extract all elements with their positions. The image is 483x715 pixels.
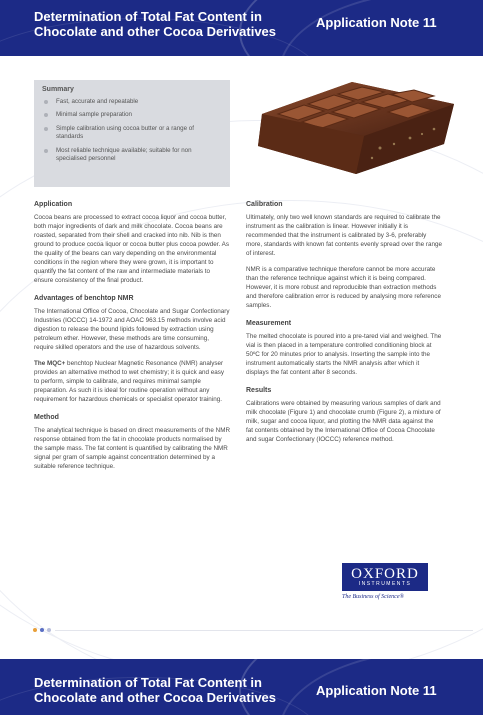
advantages-paragraph: The International Office of Cocoa, Chocolate and Sugar Confectionary Industries (IOCCC) 14-1972 and AOAC 963.15 methods involve acid digestion to release the bound lipids followed by extraction using petroleum ether. However, these methods are time consuming, require skilled operators and the use of hazardous solvents. xyxy=(34,308,230,351)
bullet-icon xyxy=(44,127,48,131)
header-title: Determination of Total Fat Content in Chocolate and other Cocoa Derivatives xyxy=(34,9,277,39)
application-heading: Application xyxy=(34,201,73,208)
logo-word: OXFORD xyxy=(351,566,419,582)
header-application-note: Application Note 11 xyxy=(316,15,437,30)
results-section xyxy=(246,386,442,444)
method-paragraph: The analytical technique is based on direct measurements of the NMR response obtained from the fat in chocolate products normalised by the sample mass. The fat content is quantified by calibrating the NMR signal per gram of sample against concentration determined by a suitable reference technique. xyxy=(34,427,231,470)
measurement-heading: Measurement xyxy=(246,320,292,327)
logo-tagline: The Business of Science® xyxy=(342,594,405,600)
right-column xyxy=(246,200,442,453)
advantages-paragraph: The MQC+ benchtop Nuclear Magnetic Resonance (NMR) analyser provides an alternative method to wet chemistry; it is quick and easy to perform, simple to calibrate, and requires minimal sample preparation. As such it is ideal for routine operation without any requirement for hazardous chemicals or specialist operator training. xyxy=(34,360,225,403)
divider-line xyxy=(55,630,473,631)
header-banner xyxy=(0,0,483,56)
calibration-section xyxy=(246,200,442,310)
advantages-heading: Advantages of benchtop NMR xyxy=(34,295,134,302)
method-heading: Method xyxy=(34,414,59,421)
bullet-icon xyxy=(44,149,48,153)
application-paragraph: Cocoa beans are processed to extract cocoa liquor and cocoa butter, both major ingredients of dark and milk chocolate. Cocoa beans are roasted, separated from their shell and cracked into nib. Nib is then ground to produce cocoa liquor or cocoa butter plus cocoa powder. As the quality of the beans can vary depending on the environmental conditions in the region where they were grown, it is important to quantify the fat content of the raw and intermediate materials to ensure consistency of the final product. xyxy=(34,214,229,284)
method-section xyxy=(34,413,230,471)
product-name: The MQC+ xyxy=(34,360,66,367)
summary-item: Simple calibration using cocoa butter or a range of standards xyxy=(42,125,222,142)
chocolate-bar-image xyxy=(244,74,462,190)
measurement-paragraph: The melted chocolate is poured into a pre-tared vial and weighed. The vial is then placed in a temperature controlled conditioning block at 50ºC for 20 minutes prior to analysis. Inserting the sample into the instrument automatically starts the NMR analysis after which it displays the fat content after 8 seconds. xyxy=(246,333,442,376)
footer-banner xyxy=(0,659,483,715)
footer-title: Determination of Total Fat Content in Chocolate and other Cocoa Derivatives xyxy=(34,675,277,705)
left-column xyxy=(34,200,230,480)
summary-item: Most reliable technique available; suitable for non specialised personnel xyxy=(42,147,222,164)
results-heading: Results xyxy=(246,387,272,394)
dot-icon xyxy=(40,628,44,632)
calibration-paragraph: Ultimately, only two well known standards are required to calibrate the instrument as the calibration is linear. However initially it is recommended that the instrument is calibrated by 3-6, preferably more, standards with known fat contents evenly spread over the range of interest. xyxy=(246,214,443,257)
oxford-instruments-logo xyxy=(342,563,428,600)
advantages-section xyxy=(34,294,230,404)
decorative-dots xyxy=(33,627,473,633)
results-paragraph: Calibrations were obtained by measuring various samples of dark and milk chocolate (Figure 1) and chocolate crumb (Figure 2), a mixture of milk, sugar and cocoa liquor, and plotting the NMR data against the fat contents obtained by the International Office of Cocoa Chocolate and sugar Confectionary (IOCCC) reference method. xyxy=(246,400,441,443)
bullet-icon xyxy=(44,100,48,104)
summary-list xyxy=(42,98,222,163)
calibration-paragraph: NMR is a comparative technique therefore cannot be more accurate than the reference technique against which it is being compared. However, it is more robust and reproducible than extraction methods and therefore calibration error is reduced by analysing more reference samples. xyxy=(246,266,441,309)
logo-box xyxy=(342,563,428,591)
dot-icon xyxy=(47,628,51,632)
logo-subword: INSTRUMENTS xyxy=(358,581,412,587)
measurement-section xyxy=(246,319,442,377)
dot-icon xyxy=(33,628,37,632)
summary-heading: Summary xyxy=(42,86,74,93)
bullet-icon xyxy=(44,113,48,117)
summary-item: Fast, accurate and repeatable xyxy=(42,98,222,106)
application-section xyxy=(34,200,230,285)
calibration-heading: Calibration xyxy=(246,201,283,208)
summary-box xyxy=(34,80,230,187)
summary-item: Minimal sample preparation xyxy=(42,111,222,119)
footer-application-note: Application Note 11 xyxy=(316,683,437,698)
